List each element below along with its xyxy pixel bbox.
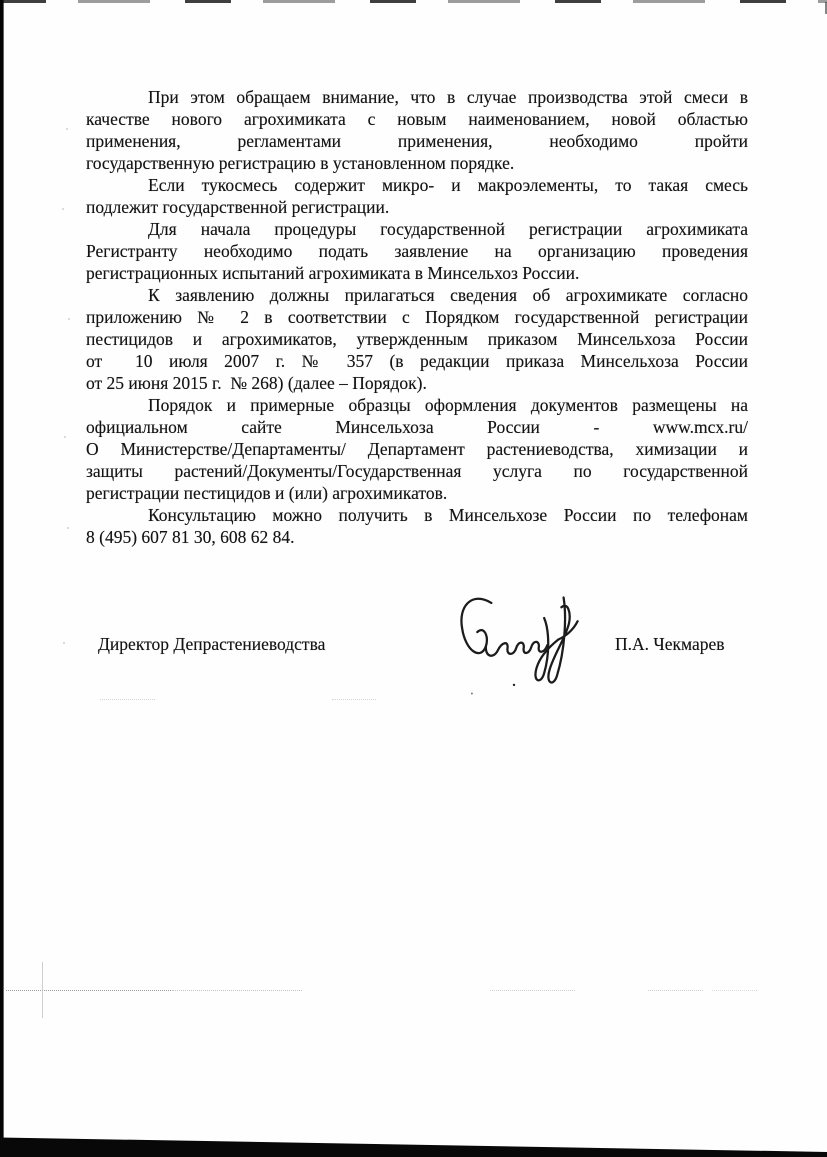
text-line: К заявлению должны прилагаться сведения об агрохимикате согласно (148, 285, 748, 305)
scan-bottom-edge-artifact (0, 1134, 827, 1157)
text-line: Для начала процедуры государственной регистрации агрохимиката (148, 219, 748, 239)
text-line: Регистранту необходимо подать заявление на организацию проведения (86, 241, 748, 261)
scan-left-edge-artifact (0, 0, 4, 1157)
scan-noise-line (648, 990, 703, 991)
text-line: Порядок и примерные образцы оформления документов размещены на (148, 395, 748, 415)
text-line: При этом обращаем внимание, что в случае производства этой смеси в (148, 87, 748, 107)
text-line: 8 (495) 607 81 30, 608 62 84. (86, 527, 295, 547)
text-line: официальном сайте Минсельхоза России - www.mcx.ru/ (86, 417, 748, 437)
text-line: Консультацию можно получить в Минсельхозе России по телефонам (148, 505, 748, 525)
scan-speck (64, 436, 66, 438)
scan-noise-line (6, 990, 171, 991)
text-line: подлежит государственной регистрации. (86, 197, 390, 217)
letter-body (86, 86, 748, 548)
text-line: государственную регистрацию в установленном порядке. (86, 153, 515, 173)
text-line: от 25 июня 2015 г. № 268) (далее – Порядок). (86, 373, 427, 393)
scan-noise-dots (332, 699, 376, 700)
text-line: Если тукосмесь содержит микро- и макроэлементы, то такая смесь (148, 175, 748, 195)
scan-speck (68, 318, 70, 320)
text-line: О Министерстве/Департаменты/ Департамент растениеводства, химизации и (86, 439, 748, 459)
scan-noise-line (172, 990, 302, 991)
text-line: защиты растений/Документы/Государственная услуга по государственной (86, 461, 748, 481)
text-line: регистрационных испытаний агрохимиката в Минсельхоз России. (86, 263, 580, 283)
scan-speck (67, 527, 69, 529)
paragraph (86, 174, 748, 218)
paragraph (86, 86, 748, 174)
paragraph (86, 504, 748, 548)
paragraph (86, 284, 748, 394)
scan-noise-vertical (42, 962, 43, 1018)
text-line: пестицидов и агрохимикатов, утвержденным приказом Минсельхоза России (86, 329, 748, 349)
paragraph (86, 394, 748, 504)
text-line: качестве нового агрохимиката с новым наименованием, новой областью (86, 109, 748, 129)
scan-speck (62, 208, 64, 210)
scan-speck (66, 128, 68, 130)
scan-speck (63, 642, 65, 644)
paragraph (86, 218, 748, 284)
signer-position-title: Директор Депрастениеводства (98, 634, 326, 654)
scan-noise-line (490, 990, 575, 991)
handwritten-signature-icon (452, 590, 604, 700)
text-line: от 10 июля 2007 г. № 357 (в редакции приказа Минсельхоза России (86, 351, 748, 371)
text-line: регистрации пестицидов и (или) агрохимикатов. (86, 483, 448, 503)
scan-noise-dots (100, 699, 155, 700)
text-line: применения, регламентами применения, необходимо пройти (86, 131, 748, 151)
text-line: приложению № 2 в соответствии с Порядком государственной регистрации (86, 307, 748, 327)
signer-name: П.А. Чекмарев (615, 634, 725, 654)
scan-top-edge-artifact (0, 0, 827, 3)
scan-noise-line (712, 990, 757, 991)
